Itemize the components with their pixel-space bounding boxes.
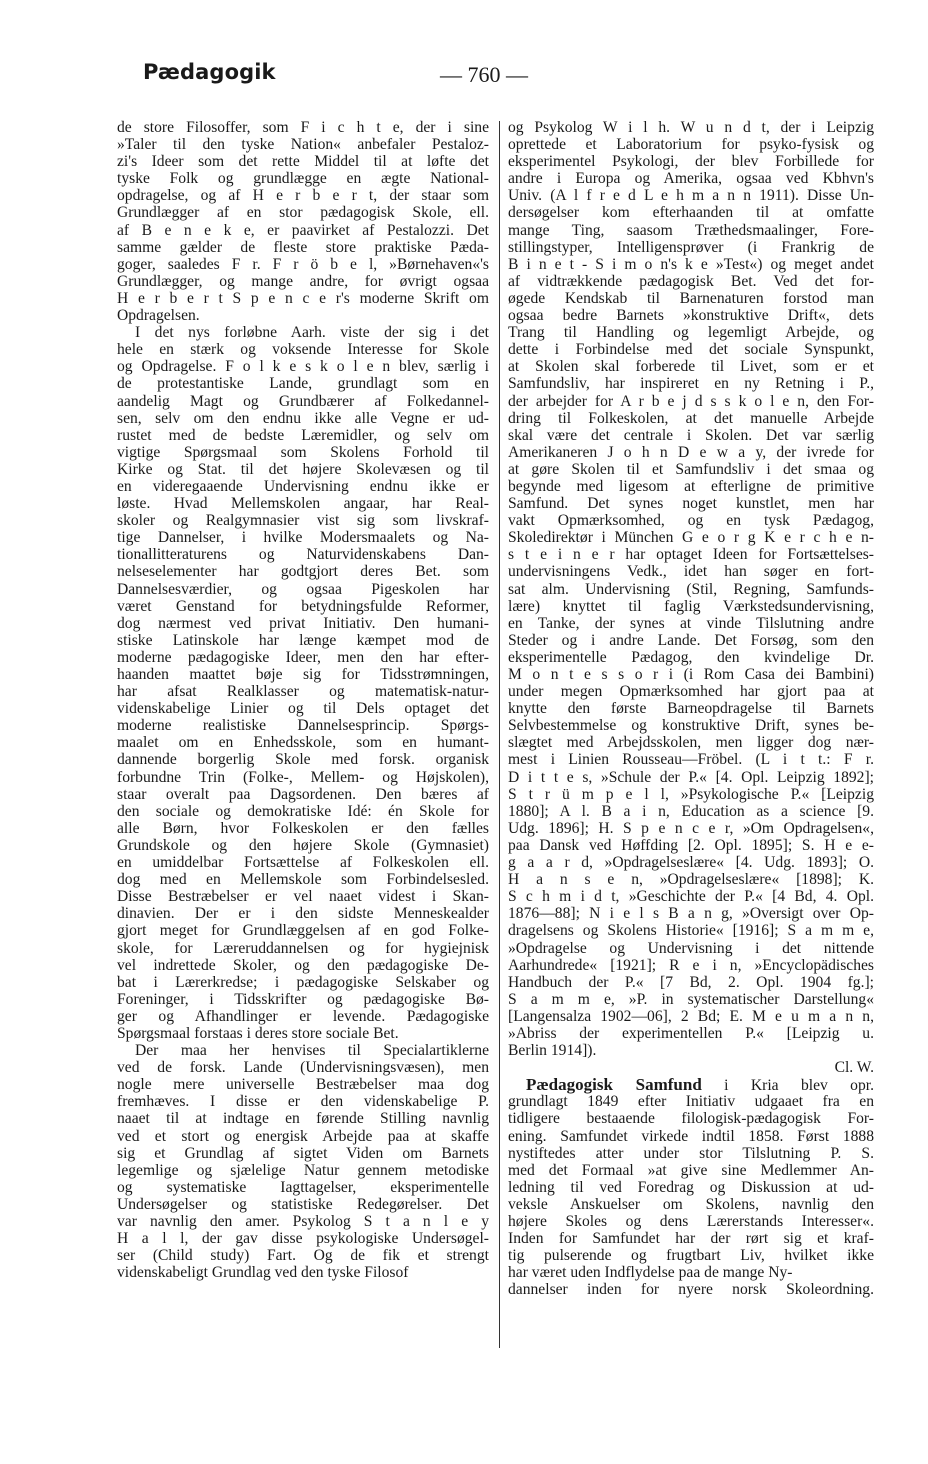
text-line: og Opdragelse. F o l k e s k o l e n blev, særlig i xyxy=(117,358,489,376)
text-line: slægtet med Arbejdsskolen, men ligger dog nær- xyxy=(508,734,874,752)
text-line: ger og Afhandlinger er levende. Pædagogiske xyxy=(117,1007,489,1025)
text-line: »Abriss der experimentellen P.« [Leipzig u. xyxy=(508,1024,874,1042)
text-line: nystiftedes atter under stor Tilslutning P. S. xyxy=(508,1144,874,1162)
text-line: nogle mere universelle Bestræbelser maa dog xyxy=(117,1076,489,1094)
text-line: ved et stort og energisk Arbejde paa at skaffe xyxy=(117,1127,489,1145)
text-line: begynde med ligesom at efterligne de primitive xyxy=(508,477,874,495)
text-line: staar overalt paa Dagsordenen. Den bæres af xyxy=(117,785,489,803)
text-line: tionallitteraturens og Naturvidenskabens Dan- xyxy=(117,546,489,564)
text-line: rustet med de bedste Læremidler, og selv om xyxy=(117,426,489,444)
text-line: naaet til at indtage en førende Stilling navnlig xyxy=(117,1110,489,1128)
text-line: vakt Opmærksomhed, og en tysk Pædagog, xyxy=(508,512,874,530)
text-line: s t e i n e r har optaget Ideen for Fortsættelses- xyxy=(508,546,874,564)
text-line: Undersøgelser og statistiske Redegørelser. Det xyxy=(117,1195,489,1213)
text-line: bat i Lærerkredse; i pædagogiske Selskaber og xyxy=(117,973,489,991)
right-column xyxy=(508,119,874,1298)
text-line: Pædagogisk Samfund i Kria blev opr. xyxy=(526,1075,874,1095)
text-line: videnskabelige Linier og til Dels optaget det xyxy=(117,700,489,718)
text-line: grundlagt 1849 efter Initiativ udgaaet fra en xyxy=(508,1093,874,1111)
text-line: ening. Samfundet virkede indtil 1858. Først 1888 xyxy=(508,1127,874,1145)
text-line: H e r b e r t S p e n c e r's moderne Skrift om xyxy=(117,289,489,307)
text-line: dring til Folkeskolen, at det manuelle Arbejde xyxy=(508,409,874,427)
text-line: Grundlægger af en stor pædagogisk Skole, ell. xyxy=(117,204,489,222)
text-line: Kirke og Stat. til det højere Skolevæsen og til xyxy=(117,460,489,478)
column-divider xyxy=(499,121,500,1348)
text-line: stillingstyper, Intelligensprøver (i Frankrig de xyxy=(508,238,874,256)
text-line: Grundskole og den højere Skole (Gymnasiet) xyxy=(117,836,489,854)
text-line: Udg. 1896]; H. S p e n c e r, »Om Opdragelsen«, xyxy=(508,819,874,837)
text-line: tidligere bestaaende filologisk-pædagogisk For- xyxy=(508,1110,874,1128)
text-line: var navnlig den amer. Psykolog S t a n l e y xyxy=(117,1213,489,1230)
text-line: veksle Anskuelser om Skolens, navnlig den xyxy=(508,1195,874,1213)
text-line: været Genstand for betydningsfulde Reformer, xyxy=(117,597,489,615)
text-line: Grundlægger, og mange andre, for øvrigt ogsaa xyxy=(117,272,489,290)
text-line: 1876—88]; N i e l s B a n g, »Oversigt over Op- xyxy=(508,905,874,923)
text-line: haanden maattet bøje sig for Tidsstrømningen, xyxy=(117,666,489,683)
text-line: maalet om en Enhedsskole, som en humant- xyxy=(117,734,489,752)
text-line: H a n s e n, »Opdragelseslære« [1898]; K. xyxy=(508,871,874,889)
text-line: har været uden Indflydelse paa de mange Ny- xyxy=(508,1264,793,1282)
text-line: vel indrettede Skoler, og den pædagogiske De- xyxy=(117,956,489,974)
text-line: »Opdragelse og Undervisning i det nittende xyxy=(508,939,874,957)
text-line: en videregaaende Undervisning endnu ikke er xyxy=(117,477,489,495)
text-line: dog med en Mellemskole som Forbindelsesled. xyxy=(117,871,489,889)
text-line: skoler og Realgymnasier vist sig som livskraf- xyxy=(117,512,489,530)
text-line: [Langensalza 1902—06], 2 Bd; E. M e u m a n n, xyxy=(508,1007,874,1025)
text-line: hele en stærk og voksende Interesse for Skole xyxy=(117,341,489,359)
text-line: øgede Kendskab til Barnenaturen forstod man xyxy=(508,289,874,307)
text-line: Spørgsmaal forstaas i deres store sociale Bet. xyxy=(117,1024,399,1042)
text-line: S t r ü m p e l l, »Psykologische P.« [Leipzig xyxy=(508,785,874,803)
text-line: eksperimentelle Pædagog, den kvindelige Dr. xyxy=(508,648,874,666)
text-line: Univ. (A l f r e d L e h m a n n 1911). Disse Un- xyxy=(508,187,874,205)
left-column xyxy=(117,119,489,1281)
text-line: Handbuch der P.« [7 Bd, 2. Opl. 1904 fg.]; xyxy=(508,973,874,991)
text-line: oprettede et Laboratorium for psyko-fysisk og xyxy=(508,136,874,154)
text-line: g a a r d, »Opdragelseslære« [4. Udg. 1893]; O. xyxy=(508,854,874,872)
text-line: forbundne Trin (Folke-, Mellem- og Højskolen), xyxy=(117,768,489,786)
page-number: — 760 — xyxy=(440,62,528,87)
text-line: stiske Latinskole har længe kæmpet mod de xyxy=(117,631,489,649)
text-line: en umiddelbar Fortsættelse af Folkeskolen ell. xyxy=(117,854,489,872)
text-line: af B e n e k e, er paavirket af Pestalozzi. Det xyxy=(117,221,489,239)
text-line: Foreninger, i Tidsskrifter og pædagogiske Bø- xyxy=(117,990,489,1008)
text-line: under megen Opmærksomhed har gjort paa at xyxy=(508,683,874,701)
text-line: de store Filosoffer, som F i c h t e, der i sine xyxy=(117,119,489,136)
text-line: Berlin 1914]). xyxy=(508,1042,597,1060)
text-line: vigtige Spørgsmaal som Skolens Forhold til xyxy=(117,443,489,461)
text-line: mange Ting, saasom Træthedsmaalinger, Fore- xyxy=(508,221,874,239)
text-line: legemlige og sjælelige Natur gennem metodiske xyxy=(117,1161,489,1179)
text-line: af vidtrækkende pædagogisk Bet. Ved det for- xyxy=(508,272,874,290)
text-line: mest i Linien Rousseau—Fröbel. (L i t t.: F r. xyxy=(508,751,874,769)
text-line: Aarhundrede« [1921]; R e i n, »Encyclopädisches xyxy=(508,956,874,974)
text-line: dette i Forbindelse med det sociale Synspunkt, xyxy=(508,341,874,359)
text-line: dinavien. Der er i den sidste Menneskealder xyxy=(117,905,489,923)
text-line: og systematiske Iagttagelser, eksperimentelle xyxy=(117,1178,489,1196)
text-line: at gøre Skolen til et Samfundsliv i det smaa og xyxy=(508,460,874,478)
text-line: har afsat Realklasser og matematisk-natur- xyxy=(117,683,489,701)
text-line: moderne realistiske Dannelsesprincip. Spørgs- xyxy=(117,717,489,735)
text-line: Selvbestemmelse og konstruktive Drift, synes be- xyxy=(508,717,874,735)
text-line: ser (Child study) Fart. Og de fik et strengt xyxy=(117,1247,489,1265)
text-line: I det nys forløbne Aarh. viste der sig i det xyxy=(135,324,489,342)
text-line: Inden for Samfundet har der rørt sig et kraf- xyxy=(508,1230,874,1248)
text-line: der arbejder for A r b e j d s s k o l e n, den For- xyxy=(508,392,874,410)
text-line: Skoledirektør i München G e o r g K e r c h e n- xyxy=(508,529,874,547)
text-line: dog nærmest ved privat Initiativ. Den humani- xyxy=(117,614,489,632)
text-line: Amerikaneren J o h n D e w a y, der ivrede for xyxy=(508,443,874,461)
text-line: paa Dansk ved Høffding [2. Opl. 1895]; S. H e e- xyxy=(508,836,874,854)
text-line: med det Formaal »at give sine Medlemmer An- xyxy=(508,1161,874,1179)
text-line: Samfund. Det synes noget kunstlet, men har xyxy=(508,495,874,513)
text-line: Samfundsliv, har inspireret en ny Retning i P., xyxy=(508,375,874,393)
text-line: gjort meget for Grundlæggelsen af en god Folke- xyxy=(117,922,489,940)
text-line: H a l l, der gav disse psykologiske Undersøgel- xyxy=(117,1230,489,1248)
text-line: løste. Hvad Mellemskolen angaar, har Real- xyxy=(117,495,489,513)
text-line: Disse Bestræbelser er vel naaet videst i Skan- xyxy=(117,888,489,906)
text-line: eksperimentel Psykologi, der blev Forbillede for xyxy=(508,153,874,171)
text-line: dannende borgerlig Skole med forsk. organisk xyxy=(117,751,489,769)
page-header xyxy=(0,56,928,96)
text-line: samme gælder de fleste store praktiske Pæda- xyxy=(117,238,489,256)
text-line: dragelsens og Skolens Historie« [1916]; S a m m e, xyxy=(508,922,874,940)
text-line: Dannelsesværdier, og ogsaa Pigeskolen har xyxy=(117,580,489,598)
text-line: goger, saaledes F r. F r ö b e l, »Børnehaven«'s xyxy=(117,255,489,273)
text-line: sat alm. Undervisning (Stil, Regning, Samfunds- xyxy=(508,580,874,598)
text-line: skole, for Læreruddannelsen og for hygiejnisk xyxy=(117,939,489,957)
text-line: sig et Grundlag af sigtet Viden om Barnets xyxy=(117,1144,489,1162)
text-line: videnskabeligt Grundlag ved den tyske Filosof xyxy=(117,1264,409,1282)
text-line: andre i Europa og Amerika, ogsaa ved Kbhvn's xyxy=(508,170,874,188)
text-line: en Tanke, der synes at vinde Tilslutning andre xyxy=(508,614,874,632)
text-line: opdragelse, og af H e r b e r t, der staar som xyxy=(117,187,489,205)
text-line: fremhæves. I disse er den videnskabelige P. xyxy=(117,1093,489,1111)
text-line: nelseselementer har godtgjort deres Bet. som xyxy=(117,563,489,581)
text-line: tige Dannelser, i hvilke Modersmaalets og Na- xyxy=(117,529,489,547)
text-line: M o n t e s s o r i (i Rom Casa dei Bambini) xyxy=(508,666,874,683)
entry-headword: Pædagogisk Samfund xyxy=(526,1075,702,1095)
text-line: ledning til ved Foredrag og Diskussion at ud- xyxy=(508,1178,874,1196)
text-line: ogsaa bedre Barnets »konstruktive Drift«, dets xyxy=(508,307,874,325)
text-line: alle Børn, hvor Folkeskolen er den fælles xyxy=(117,819,489,837)
text-line: D i t t e s, »Schule der P.« [4. Opl. Leipzig 1892]; xyxy=(508,768,874,786)
text-line: den sociale og demokratiske Idé: én Skole for xyxy=(117,802,489,820)
text-line: knytte den første Barneopdragelse til Barnets xyxy=(508,700,874,718)
text-line: dersøgelser kom efterhaanden til at omfatte xyxy=(508,204,874,222)
text-line: lære) knyttet til faglig Værkstedsundervisning, xyxy=(508,597,874,615)
text-line: tig pulserende og frugtbart Liv, hvilket ikke xyxy=(508,1247,874,1265)
text-line: dannelser inden for nyere norsk Skoleordning. xyxy=(508,1281,874,1299)
text-line: S c h m i d t, »Geschichte der P.« [4 Bd, 4. Opl. xyxy=(508,888,874,906)
text-line: moderne pædagogiske Ideer, men den har efter- xyxy=(117,648,489,666)
text-line: 1880]; A l. B a i n, Education as a science [9. xyxy=(508,802,874,820)
text-line: at Skolen skal forberede til Livet, som er et xyxy=(508,358,874,376)
text-line: Der maa her henvises til Specialartiklerne xyxy=(135,1042,489,1060)
text-line: ved de forsk. Lande (Undervisningsvæsen), men xyxy=(117,1059,489,1077)
text-line: aandelig Magt og Grundbærer af Folkedannel- xyxy=(117,392,489,410)
text-line: Cl. W. xyxy=(834,1059,874,1077)
text-line: højere Skoles og dens Lærerstands Interesser«. xyxy=(508,1213,874,1230)
text-line: B i n e t - S i m o n's k e »Test«) og meget andet xyxy=(508,255,874,273)
text-line: undervisningens Vedk., idet han søger en fort- xyxy=(508,563,874,581)
text-line: skal være det centrale i Skolen. Det var særlig xyxy=(508,426,874,444)
text-line: de protestantiske Lande, grundlagt som en xyxy=(117,375,489,393)
running-title: Pædagogik xyxy=(143,60,276,84)
text-line: Opdragelsen. xyxy=(117,307,200,325)
text-line: »Taler til den tyske Nation« anbefaler Pestaloz- xyxy=(117,136,489,154)
text-line: tyske Folk og grundlægge en ægte National- xyxy=(117,170,489,188)
text-line: sen, selv om den endnu ikke alle Vegne er ud- xyxy=(117,409,489,427)
text-line: Trang til Handling og legemligt Arbejde, og xyxy=(508,324,874,342)
text-line: Steder og i andre Lande. Det Forsøg, som den xyxy=(508,631,874,649)
text-line: S a m m e, »P. in systematischer Darstellung« xyxy=(508,990,874,1008)
text-line: og Psykolog W i l h. W u n d t, der i Leipzig xyxy=(508,119,874,136)
text-line: zi's Ideer som det rette Middel til at løfte det xyxy=(117,153,489,171)
